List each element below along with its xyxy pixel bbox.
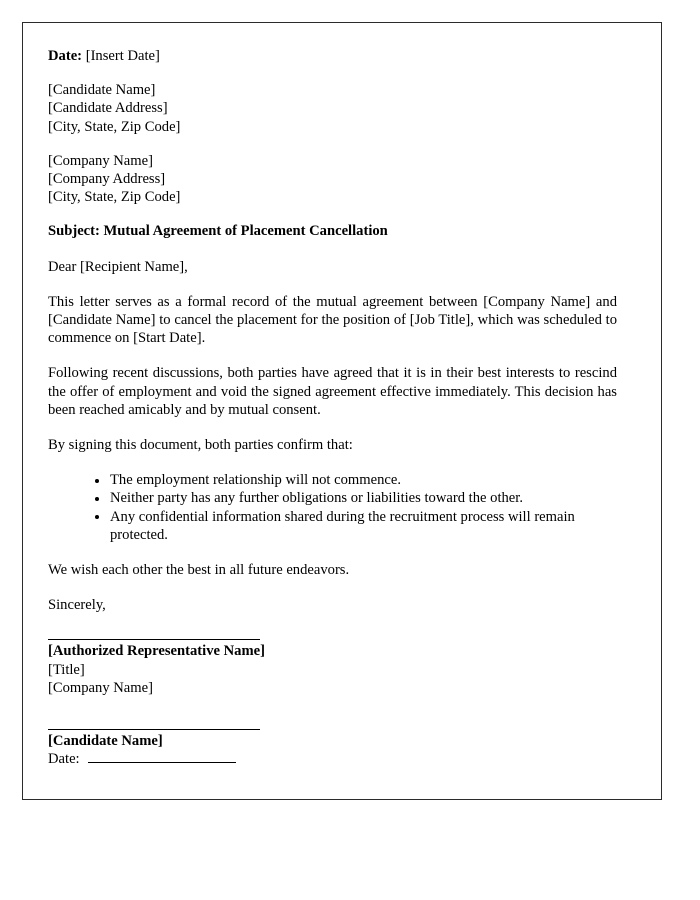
document-content [48, 47, 617, 768]
candidate-signature-line[interactable] [48, 729, 260, 730]
candidate-signature-name: [Candidate Name] [48, 733, 163, 750]
company-name: [Company Name] [48, 152, 153, 169]
sincerely-line: Sincerely, [48, 597, 106, 614]
document-page [22, 22, 662, 800]
company-address: [Company Address] [48, 171, 166, 188]
company-signature-line[interactable] [48, 639, 260, 640]
closing-line: We wish each other the best in all future endeavors. [48, 562, 350, 579]
authorized-representative-title: [Title] [48, 661, 85, 678]
authorized-representative-name: [Authorized Representative Name] [48, 643, 265, 660]
list-item: Any confidential information shared during the recruitment process will remain protected. [95, 508, 617, 544]
list-item: Neither party has any further obligations or liabilities toward the other. [95, 489, 617, 507]
confirmation-bullet-list [48, 471, 617, 544]
paragraph-3: By signing this document, both parties confirm that: [48, 437, 353, 454]
candidate-name: [Candidate Name] [48, 82, 156, 99]
paragraph-1: This letter serves as a formal record of the mutual agreement between [Company Name] and [Candidate Name] to cancel the placement for the position of [Job Title], which was scheduled to commence on [Start Date]. [48, 293, 617, 347]
company-address-block [48, 152, 617, 207]
candidate-address-block [48, 81, 617, 136]
date-value: [Insert Date] [85, 48, 160, 64]
candidate-date-label: Date: [48, 751, 80, 768]
candidate-date-field [48, 750, 617, 768]
subject-line: Subject: Mutual Agreement of Placement Cancellation [48, 223, 388, 240]
paragraph-2: Following recent discussions, both parties have agreed that it is in their best interests to rescind the offer of employment and void the signed agreement effective immediately. This decision has been reached amicably and by mutual consent. [48, 365, 617, 418]
salutation: Dear [Recipient Name], [48, 258, 188, 275]
date-line [48, 47, 617, 65]
candidate-date-blank-line[interactable] [88, 752, 236, 763]
candidate-city-state-zip: [City, State, Zip Code] [48, 118, 181, 135]
company-signature-block [48, 639, 617, 697]
candidate-signature-block [48, 729, 617, 768]
list-item: The employment relationship will not commence. [95, 471, 617, 489]
company-city-state-zip: [City, State, Zip Code] [48, 189, 181, 206]
date-label: Date: [48, 48, 83, 64]
authorized-representative-company: [Company Name] [48, 679, 153, 696]
candidate-address: [Candidate Address] [48, 100, 168, 117]
